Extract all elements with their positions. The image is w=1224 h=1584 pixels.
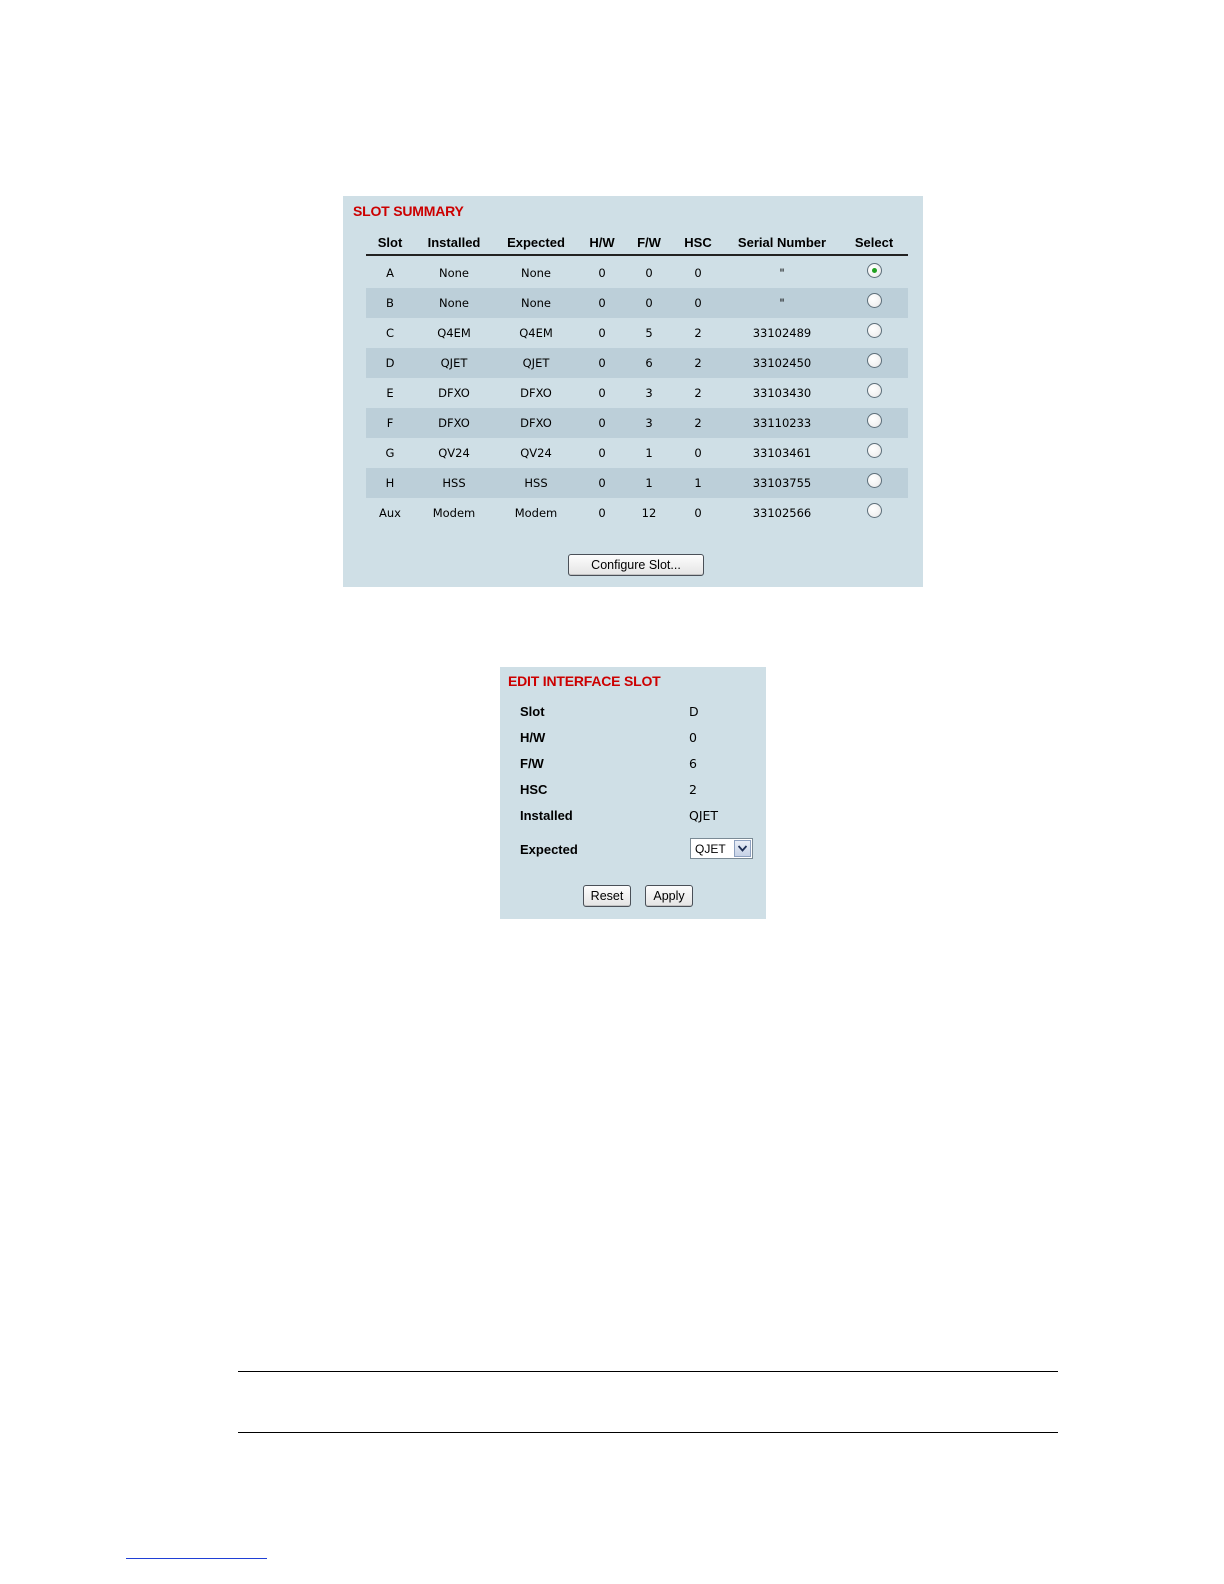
table-row <box>366 255 908 288</box>
cell-hw: 0 <box>598 506 606 520</box>
cell-expected: None <box>520 266 551 280</box>
installed-label: Installed <box>520 808 573 823</box>
select-radio[interactable] <box>867 353 882 368</box>
select-radio[interactable] <box>867 263 882 278</box>
cell-expected: Q4EM <box>519 326 553 340</box>
divider-top <box>238 1371 1058 1372</box>
slot-summary-title: SLOT SUMMARY <box>353 203 464 219</box>
cell-slot: Aux <box>379 506 401 520</box>
cell-select <box>840 255 908 288</box>
cell-serial-number: 33102450 <box>752 356 812 370</box>
cell-select <box>840 378 908 408</box>
column-header-slot: Slot <box>366 230 414 255</box>
expected-select-value: QJET <box>695 842 726 856</box>
edit-interface-slot-title: EDIT INTERFACE SLOT <box>508 673 661 689</box>
cell-select <box>840 348 908 378</box>
cell-hw: 0 <box>598 446 606 460</box>
select-radio[interactable] <box>867 503 882 518</box>
table-header-row <box>366 230 908 255</box>
table-row <box>366 498 908 528</box>
select-radio[interactable] <box>867 383 882 398</box>
cell-installed: DFXO <box>438 386 470 400</box>
cell-installed: Modem <box>432 506 476 520</box>
cell-expected: QJET <box>522 356 550 370</box>
cell-expected: DFXO <box>520 386 552 400</box>
cell-hsc: 2 <box>694 416 702 430</box>
cell-hw: 0 <box>598 476 606 490</box>
cell-fw: 1 <box>645 476 653 490</box>
cell-hsc: 2 <box>694 326 702 340</box>
column-header-hsc: HSC <box>672 230 724 255</box>
cell-fw: 0 <box>645 266 653 280</box>
cell-installed: Q4EM <box>437 326 471 340</box>
cell-select <box>840 408 908 438</box>
cell-installed: QJET <box>440 356 468 370</box>
hw-label: H/W <box>520 730 546 745</box>
divider-bottom <box>238 1432 1058 1433</box>
cell-serial-number: 33103755 <box>752 476 812 490</box>
select-radio[interactable] <box>867 443 882 458</box>
cell-hsc: 0 <box>694 506 702 520</box>
cell-serial-number: 33102489 <box>752 326 812 340</box>
table-row <box>366 288 908 318</box>
cell-hw: 0 <box>598 356 606 370</box>
cell-hsc: 0 <box>694 446 702 460</box>
cell-expected: DFXO <box>520 416 552 430</box>
cell-installed: None <box>438 266 469 280</box>
expected-select[interactable] <box>690 838 753 859</box>
cell-slot: C <box>385 326 395 340</box>
cell-slot: F <box>386 416 394 430</box>
cell-hw: 0 <box>598 326 606 340</box>
slot-summary-table <box>366 230 908 528</box>
table-row <box>366 378 908 408</box>
chevron-down-icon[interactable] <box>734 840 751 857</box>
cell-expected: None <box>520 296 551 310</box>
reset-button[interactable]: Reset <box>583 885 631 907</box>
cell-select <box>840 498 908 528</box>
cell-slot: H <box>385 476 395 490</box>
cell-serial-number: " <box>779 296 785 310</box>
footnote-divider <box>126 1558 267 1559</box>
cell-hw: 0 <box>598 416 606 430</box>
cell-serial-number: 33102566 <box>752 506 812 520</box>
cell-select <box>840 438 908 468</box>
cell-fw: 1 <box>645 446 653 460</box>
fw-value: 6 <box>689 756 697 771</box>
edit-interface-slot-panel <box>500 667 766 919</box>
select-radio[interactable] <box>867 473 882 488</box>
cell-slot: B <box>386 296 394 310</box>
table-row <box>366 408 908 438</box>
cell-serial-number: 33110233 <box>752 416 812 430</box>
cell-hw: 0 <box>598 386 606 400</box>
column-header-serial-number: Serial Number <box>724 230 840 255</box>
table-row <box>366 348 908 378</box>
cell-hsc: 2 <box>694 356 702 370</box>
cell-slot: E <box>386 386 394 400</box>
hsc-value: 2 <box>689 782 697 797</box>
cell-expected: Modem <box>514 506 558 520</box>
cell-hsc: 0 <box>694 296 702 310</box>
apply-button[interactable]: Apply <box>645 885 693 907</box>
cell-select <box>840 288 908 318</box>
column-header-expected: Expected <box>494 230 578 255</box>
cell-slot: A <box>386 266 394 280</box>
cell-hsc: 0 <box>694 266 702 280</box>
cell-serial-number: " <box>779 266 785 280</box>
cell-hw: 0 <box>598 296 606 310</box>
expected-label: Expected <box>520 842 578 857</box>
cell-fw: 12 <box>641 506 657 520</box>
cell-select <box>840 318 908 348</box>
cell-installed: QV24 <box>438 446 470 460</box>
cell-installed: None <box>438 296 469 310</box>
cell-fw: 3 <box>645 386 653 400</box>
column-header-installed: Installed <box>414 230 494 255</box>
installed-value: QJET <box>689 808 719 823</box>
cell-fw: 0 <box>645 296 653 310</box>
cell-hw: 0 <box>598 266 606 280</box>
slot-summary-panel <box>343 196 923 587</box>
cell-fw: 6 <box>645 356 653 370</box>
slot-table-body <box>366 255 908 528</box>
column-header-hw: H/W <box>578 230 626 255</box>
table-row <box>366 318 908 348</box>
cell-installed: DFXO <box>438 416 470 430</box>
cell-slot: D <box>385 356 395 370</box>
hsc-label: HSC <box>520 782 548 797</box>
slot-label: Slot <box>520 704 545 719</box>
configure-slot-button[interactable]: Configure Slot... <box>568 554 704 576</box>
hw-value: 0 <box>689 730 697 745</box>
table-row <box>366 468 908 498</box>
cell-serial-number: 33103430 <box>752 386 812 400</box>
column-header-fw: F/W <box>626 230 672 255</box>
cell-hsc: 2 <box>694 386 702 400</box>
cell-fw: 3 <box>645 416 653 430</box>
select-radio[interactable] <box>867 293 882 308</box>
cell-serial-number: 33103461 <box>752 446 812 460</box>
select-radio[interactable] <box>867 323 882 338</box>
cell-installed: HSS <box>442 476 466 490</box>
cell-expected: QV24 <box>520 446 552 460</box>
cell-slot: G <box>385 446 395 460</box>
table-row <box>366 438 908 468</box>
cell-hsc: 1 <box>694 476 702 490</box>
fw-label: F/W <box>520 756 544 771</box>
cell-fw: 5 <box>645 326 653 340</box>
cell-expected: HSS <box>524 476 548 490</box>
slot-value: D <box>689 704 699 719</box>
select-radio[interactable] <box>867 413 882 428</box>
cell-select <box>840 468 908 498</box>
column-header-select: Select <box>840 230 908 255</box>
